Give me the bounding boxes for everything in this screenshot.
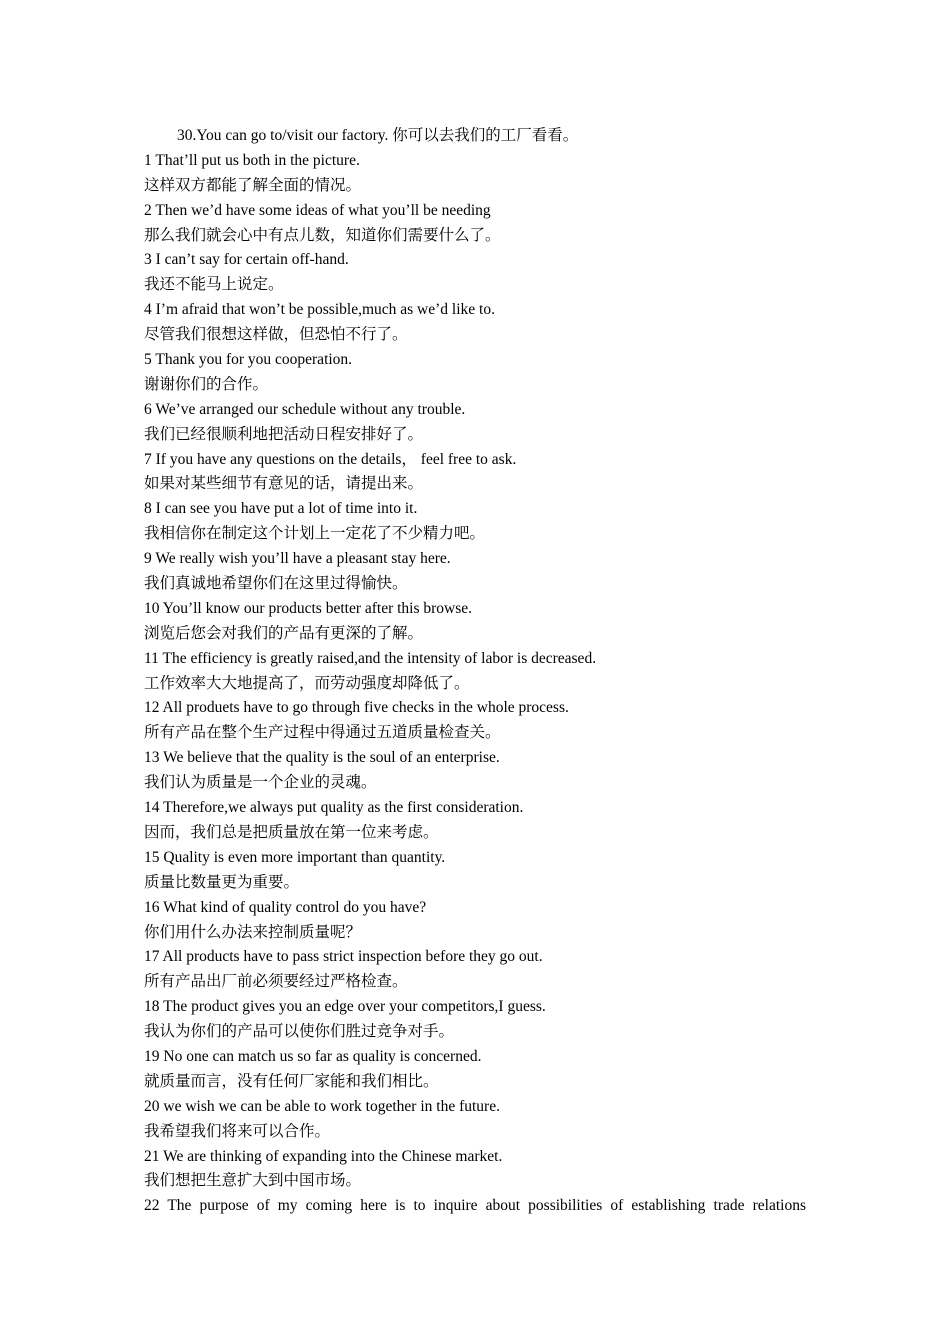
text-line: 14 Therefore,we always put quality as the first consideration. bbox=[144, 799, 524, 817]
text-line: 所有产品出厂前必须要经过严格检查。 bbox=[144, 973, 408, 991]
text-line: 你们用什么办法来控制质量呢？ bbox=[144, 923, 362, 941]
text-line: 12 All produets have to go through five checks in the whole process. bbox=[144, 699, 569, 717]
text-line: 15 Quality is even more important than quantity. bbox=[144, 848, 446, 866]
text-line: 我们想把生意扩大到中国市场。 bbox=[144, 1172, 362, 1190]
text-line: 2 Then we’d have some ideas of what you’ll be needing bbox=[144, 201, 491, 219]
text-line: 谢谢你们的合作。 bbox=[144, 375, 269, 393]
text-line: 我们真诚地希望你们在这里过得愉快。 bbox=[144, 575, 408, 593]
text-line: 那么我们就会心中有点儿数，知道你们需要什么了。 bbox=[144, 226, 501, 244]
text-line: 就质量而言，没有任何厂家能和我们相比。 bbox=[144, 1072, 439, 1090]
text-line: 我相信你在制定这个计划上一定花了不少精力吧。 bbox=[144, 525, 486, 543]
text-line: 30.You can go to/visit our factory. 你可以去我们的工厂看看。 bbox=[177, 127, 579, 144]
text-line: 18 The product gives you an edge over your competitors,I guess. bbox=[144, 998, 546, 1016]
text-line: 22 The purpose of my coming here is to inquire about possibilities of establishing trade relations bbox=[144, 1197, 806, 1215]
text-line: 3 I can’t say for certain off-hand. bbox=[144, 251, 349, 269]
text-line: 8 I can see you have put a lot of time into it. bbox=[144, 500, 418, 518]
text-line: 我们已经很顺利地把活动日程安排好了。 bbox=[144, 425, 424, 443]
text-line: 所有产品在整个生产过程中得通过五道质量检查关。 bbox=[144, 724, 501, 742]
text-line: 6 We’ve arranged our schedule without any trouble. bbox=[144, 400, 466, 418]
text-line: 如果对某些细节有意见的话，请提出来。 bbox=[144, 475, 424, 493]
text-line: 我们认为质量是一个企业的灵魂。 bbox=[144, 774, 377, 792]
text-line: 尽管我们很想这样做，但恐怕不行了。 bbox=[144, 326, 408, 344]
text-line: 我认为你们的产品可以使你们胜过竞争对手。 bbox=[144, 1023, 455, 1041]
text-line: 我还不能马上说定。 bbox=[144, 276, 284, 294]
text-line: 9 We really wish you’ll have a pleasant stay here. bbox=[144, 550, 451, 568]
text-line: 19 No one can match us so far as quality is concerned. bbox=[144, 1047, 482, 1065]
text-line: 17 All products have to pass strict inspection before they go out. bbox=[144, 948, 543, 966]
text-line: 7 If you have any questions on the details， feel free to ask. bbox=[144, 450, 517, 468]
text-line: 11 The efficiency is greatly raised,and the intensity of labor is decreased. bbox=[144, 649, 597, 667]
text-line: 浏览后您会对我们的产品有更深的了解。 bbox=[144, 624, 424, 642]
text-line: 1 That’ll put us both in the picture. bbox=[144, 151, 360, 169]
text-line: 5 Thank you for you cooperation. bbox=[144, 351, 353, 369]
text-line: 10 You’ll know our products better after this browse. bbox=[144, 599, 473, 617]
document-body bbox=[144, 124, 806, 1219]
text-line: 21 We are thinking of expanding into the Chinese market. bbox=[144, 1147, 503, 1165]
text-line: 我希望我们将来可以合作。 bbox=[144, 1122, 331, 1140]
text-line: 因而，我们总是把质量放在第一位来考虑。 bbox=[144, 823, 439, 841]
text-line: 16 What kind of quality control do you have? bbox=[144, 898, 427, 916]
text-line: 这样双方都能了解全面的情况。 bbox=[144, 176, 362, 194]
text-line: 质量比数量更为重要。 bbox=[144, 873, 300, 891]
text-line: 工作效率大大地提高了，而劳动强度却降低了。 bbox=[144, 674, 470, 692]
text-line: 13 We believe that the quality is the soul of an enterprise. bbox=[144, 749, 500, 767]
text-line: 4 I’m afraid that won’t be possible,much as we’d like to. bbox=[144, 301, 495, 319]
text-line: 20 we wish we can be able to work together in the future. bbox=[144, 1097, 500, 1115]
